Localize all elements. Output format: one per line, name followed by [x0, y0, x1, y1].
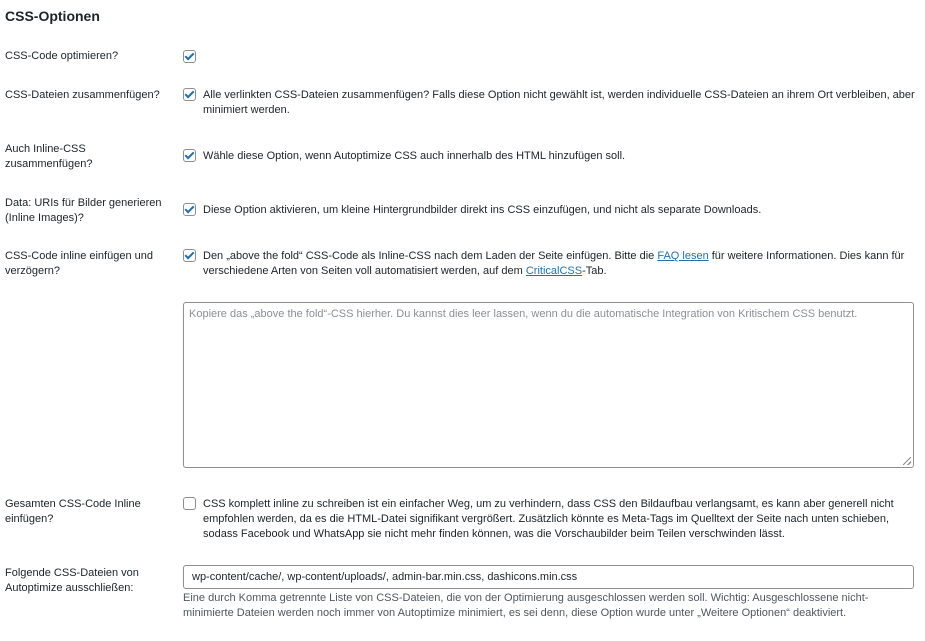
- aggregate-inline-css-label: Auch Inline-CSS zusammenfügen?: [5, 143, 93, 170]
- criticalcss-tab-link[interactable]: CriticalCSS: [525, 265, 583, 277]
- exclude-css-input[interactable]: [183, 565, 914, 589]
- textarea-placeholder: Kopiere das „above the fold“-CSS hierher. Du kannst dies leer lassen, wenn du die automatische Integration von Kritischem CSS benutzt.: [189, 308, 858, 320]
- exclude-css-value: wp-content/cache/, wp-content/uploads/, admin-bar.min.css, dashicons.min.css: [192, 571, 578, 583]
- data-uris-checkbox[interactable]: [183, 203, 196, 216]
- aggregate-inline-css-checkbox[interactable]: [183, 149, 196, 162]
- optimize-css-checkbox[interactable]: [183, 50, 196, 63]
- aggregate-css-checkbox[interactable]: [183, 88, 196, 101]
- defer-description-text-1: Den „above the fold“ CSS-Code als Inline-CSS nach dem Laden der Seite einfügen. Bitte die: [203, 250, 658, 262]
- defer-description-text-3: -Tab.: [582, 265, 607, 277]
- inline-all-css-checkbox[interactable]: [183, 497, 196, 510]
- defer-css-checkbox[interactable]: [183, 249, 196, 262]
- aggregate-inline-css-description: Wähle diese Option, wenn Autoptimize CSS auch innerhalb des HTML hinzufügen soll.: [203, 150, 626, 162]
- exclude-css-label: Folgende CSS-Dateien von Autoptimize ausschließen:: [5, 567, 139, 594]
- aggregate-css-label: CSS-Dateien zusammenfügen?: [5, 89, 160, 101]
- aggregate-css-description: Alle verlinkten CSS-Dateien zusammenfügen? Falls diese Option nicht gewählt ist, werden individuelle CSS-Dateien an ihrem Ort verbleiben, aber minimiert werden.: [203, 89, 915, 116]
- data-uris-label: Data: URIs für Bilder generieren (Inline Images)?: [5, 197, 162, 224]
- faq-link[interactable]: FAQ lesen: [657, 250, 709, 262]
- inline-all-css-label: Gesamten CSS-Code Inline einfügen?: [5, 498, 141, 525]
- defer-css-description: [203, 249, 918, 279]
- inline-all-css-description: CSS komplett inline zu schreiben ist ein einfacher Weg, um zu verhindern, dass CSS den Bildaufbau verlangsamt, es kann aber generell nicht empfohlen werden, da es die HTML-Datei signifikant vergrößert. Zusätzlich könnte es Meta-Tags im Quelltext der Seite nach unten schieben, sodass Facebook und WhatsApp sie nicht mehr finden können, was die Vorschaubilder beim Teilen verschwinden lässt.: [203, 498, 894, 540]
- defer-description-text-2: für weitere Informationen. Dies kann für verschiedene Arten von Seiten voll automatisiert werden, auf dem: [203, 250, 905, 277]
- data-uris-description: Diese Option aktivieren, um kleine Hintergrundbilder direkt ins CSS einzufügen, und nicht als separate Downloads.: [203, 204, 762, 216]
- exclude-css-help: Eine durch Komma getrennte Liste von CSS-Dateien, die von der Optimierung ausgeschlossen werden soll. Wichtig: Ausgeschlossene nicht-minimierte Dateien werden noch immer von Autoptimize minimiert, es sei denn, diese Option wurde unter „Weitere Optionen“ deaktiviert.: [183, 592, 869, 619]
- optimize-css-label: CSS-Code optimieren?: [5, 50, 119, 62]
- section-title: CSS-Optionen: [5, 8, 100, 24]
- defer-css-label: CSS-Code inline einfügen und verzögern?: [5, 250, 153, 277]
- above-the-fold-css-textarea[interactable]: [183, 302, 914, 468]
- resize-handle-icon[interactable]: [903, 457, 911, 465]
